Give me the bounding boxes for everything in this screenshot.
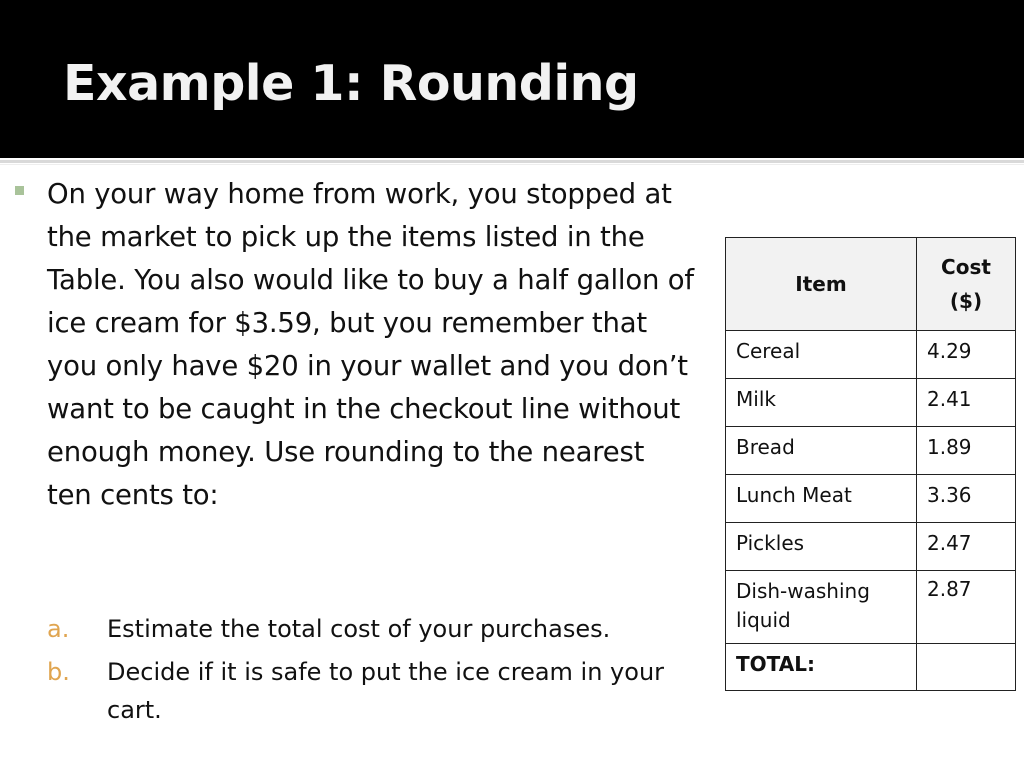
price-table bbox=[725, 237, 1016, 691]
item-cell: Pickles bbox=[726, 523, 917, 571]
task-list bbox=[47, 610, 707, 734]
cost-cell: 4.29 bbox=[917, 331, 1016, 379]
table-row bbox=[726, 427, 1016, 475]
item-cell: Cereal bbox=[726, 331, 917, 379]
table-row bbox=[726, 523, 1016, 571]
total-label: TOTAL: bbox=[726, 644, 917, 691]
total-value bbox=[917, 644, 1016, 691]
total-row bbox=[726, 644, 1016, 691]
title-divider bbox=[0, 160, 1024, 163]
item-cell: Dish-washing liquid bbox=[726, 571, 917, 644]
table-row bbox=[726, 379, 1016, 427]
square-bullet-icon bbox=[15, 186, 24, 195]
task-text: Decide if it is safe to put the ice cream in your cart. bbox=[107, 658, 665, 724]
item-cell: Milk bbox=[726, 379, 917, 427]
task-item-b bbox=[47, 653, 707, 729]
table-header-row bbox=[726, 238, 1016, 331]
table-row bbox=[726, 571, 1016, 644]
cost-cell: 2.87 bbox=[917, 571, 1016, 644]
task-text: Estimate the total cost of your purchases. bbox=[107, 615, 611, 643]
title-divider-light bbox=[0, 164, 1024, 165]
item-cell: Bread bbox=[726, 427, 917, 475]
cost-cell: 2.41 bbox=[917, 379, 1016, 427]
cost-cell: 2.47 bbox=[917, 523, 1016, 571]
task-marker: b. bbox=[47, 658, 70, 686]
title-bar bbox=[0, 0, 1024, 158]
task-marker: a. bbox=[47, 615, 70, 643]
cost-cell: 3.36 bbox=[917, 475, 1016, 523]
cost-cell: 1.89 bbox=[917, 427, 1016, 475]
table-row bbox=[726, 475, 1016, 523]
table-row bbox=[726, 331, 1016, 379]
slide-title: Example 1: Rounding bbox=[63, 55, 639, 112]
column-header-item: Item bbox=[726, 238, 917, 331]
item-cell: Lunch Meat bbox=[726, 475, 917, 523]
column-header-cost: Cost ($) bbox=[917, 238, 1016, 331]
problem-paragraph: On your way home from work, you stopped at the market to pick up the items listed in the Table. You also would like to buy a half gallon of ice cream for $3.59, but you remember that you only have $20 in your wallet and you don’t want to be caught in the checkout line without enough money. Use rounding to the nearest ten cents to: bbox=[47, 178, 694, 511]
task-item-a bbox=[47, 610, 707, 648]
